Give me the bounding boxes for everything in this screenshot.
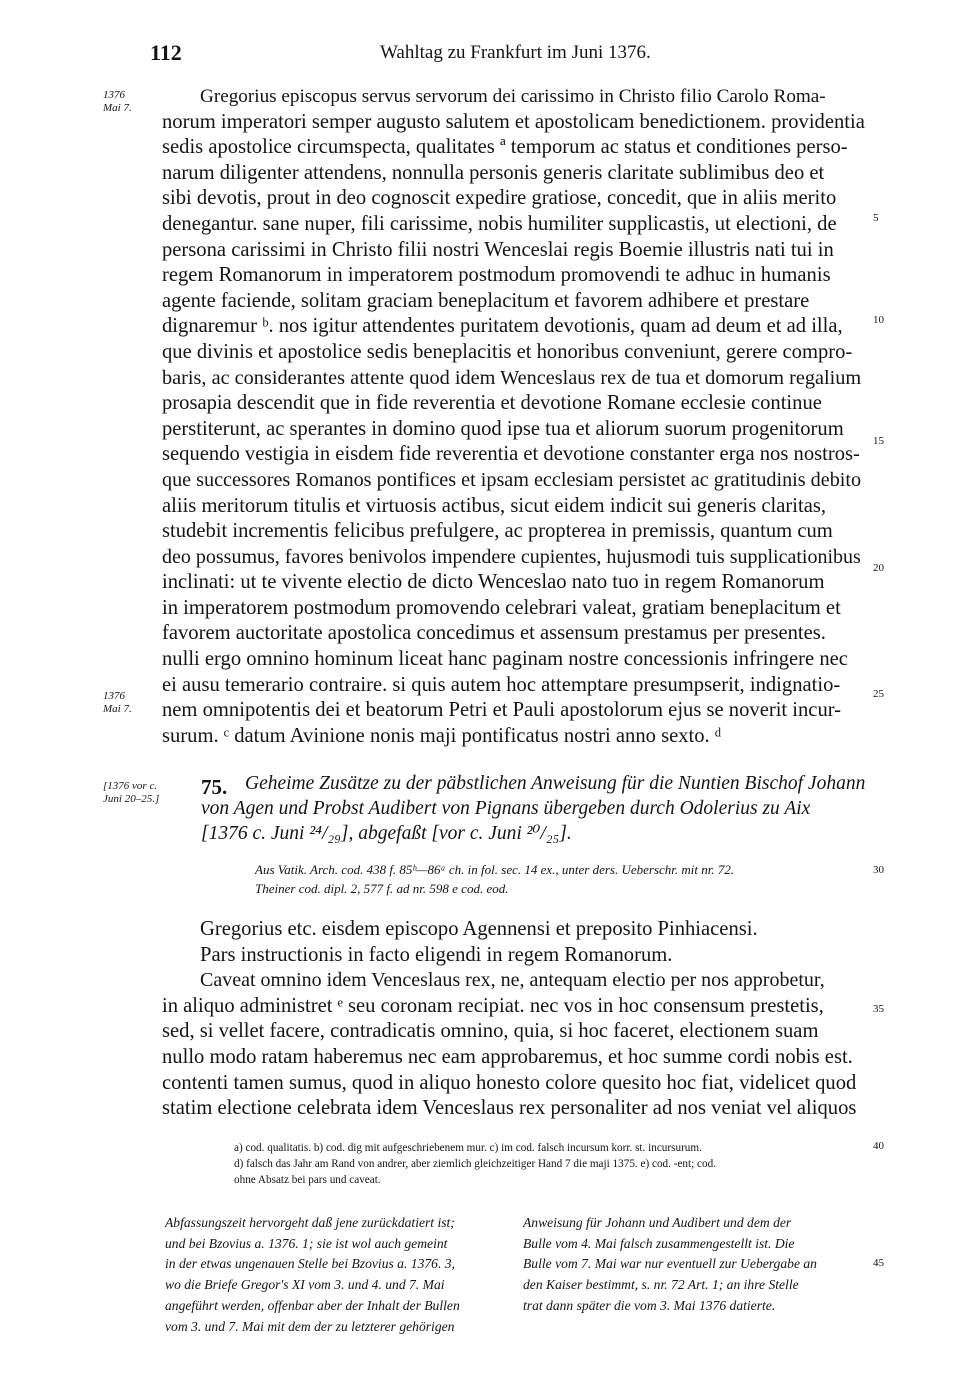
text-line: nullo modo ratam haberemus nec eam approbaremus, et hoc summe cordi nobis est. (162, 1045, 853, 1068)
page-header (150, 40, 900, 70)
line-number: 40 (873, 1140, 884, 1152)
page-number: 112 (150, 40, 182, 65)
source-line: Aus Vatik. Arch. cod. 438 f. 85ᵇ—86ᵃ ch. in fol. sec. 14 ex., unter ders. Ueberschr. mit nr. 72. (255, 862, 735, 877)
text-line: aliis meritorum titulis et virtuosis actibus, sicut eidem indicit sui generis claritas, (162, 494, 827, 517)
line-number: 35 (873, 1003, 884, 1015)
line-number: 25 (873, 688, 884, 700)
text-line: in aliquo administret ᵉ seu coronam recipiat. nec vos in hoc consensum prestetis, (162, 994, 824, 1017)
text-line: perstiterunt, ac sperantes in domino quod ipse tua et aliorum suorum progenitorum (162, 417, 844, 440)
margin-date-bottom (103, 690, 153, 716)
line-number: 15 (873, 435, 884, 447)
margin-day: Mai 7. (103, 102, 132, 114)
footnotes (234, 1140, 867, 1188)
text-line: deo possumus, favores benivolos impendere cupientes, hujusmodi tuis supplicationibus (162, 545, 861, 568)
text-line: regem Romanorum in imperatorem postmodum promovendi te adhuc in humanis (162, 264, 831, 287)
text-line: nem omnipotentis dei et beatorum Petri et Pauli apostolorum ejus se noverit incur- (162, 699, 842, 722)
text-line: que divinis et apostolice sedis beneplacitis et honoribus conveniunt, gerere compro- (162, 340, 853, 363)
commentary-line: Abfassungszeit hervorgeht daß jene zurückdatiert ist; (165, 1215, 455, 1230)
text-line: sequendo vestigia in eisdem fide reverentia et devotione constanter erga nos nostros- (162, 443, 860, 466)
line-number: 45 (873, 1257, 884, 1269)
margin-date-doc75: [1376 vor c. Juni 20–25.] (103, 780, 160, 805)
footnote-line: a) cod. qualitatis. b) cod. dig mit aufgeschriebenem mur. c) im cod. falsch incursum korr. st. incursurum. (234, 1142, 702, 1154)
text-line: inclinati: ut te vivente electio de dicto Wenceslao nato tuo in regem Romanorum (162, 571, 825, 594)
text-line: persona carissimi in Christo filii nostri Wenceslai regis Boemie illustris nati tui in (162, 238, 834, 261)
text-line: norum imperatori semper augusto salutem et apostolicam benedictionem. providentia (162, 110, 865, 133)
text-line: sibi devotis, prout in deo cognoscit expedire gratiose, concedit, que in aliis merito (162, 187, 837, 210)
commentary-line: und bei Bzovius a. 1376. 1; sie ist wol auch gemeint (165, 1235, 448, 1251)
text-line: ei ausu temerario contraire. si quis autem hoc attemptare presumpserit, indignatio- (162, 673, 841, 696)
margin-day: Mai 7. (103, 703, 132, 715)
text-line: baris, ac considerantes attente quod idem Wenceslaus rex de tua et domorum regalium (162, 366, 862, 389)
line-number: 5 (873, 212, 879, 224)
footnote-line: d) falsch das Jahr am Rand von andrer, aber ziemlich gleichzeitiger Hand 7 die maji 1375. e) cod. -ent; cod. (234, 1158, 716, 1170)
text-line: contenti tamen sumus, quod in aliquo honesto colore quesito hoc fiat, videlicet quod (162, 1071, 857, 1094)
line-number: 30 (873, 864, 884, 876)
text-line: in imperatorem postmodum promovendo celebrari valeat, gratiam beneplacitum et (162, 596, 841, 619)
margin-year: 1376 (103, 690, 125, 702)
text-line: sed, si vellet facere, contradicatis omnino, quia, si hoc faceret, electionem suam (162, 1020, 819, 1043)
text-line: Caveat omnino idem Venceslaus rex, ne, antequam electio per nos approbetur, (200, 969, 825, 992)
commentary-line: vom 3. und 7. Mai mit dem der zu letzterer gehörigen (165, 1318, 455, 1334)
margin-date-top (103, 89, 153, 115)
line-number: 20 (873, 562, 884, 574)
text-line: sedis apostolice circumspecta, qualitates ª temporum ac status et conditiones perso- (162, 136, 848, 159)
source-citation (255, 860, 867, 898)
commentary-line: trat dann später die vom 3. Mai 1376 datierte. (523, 1297, 776, 1313)
running-head: Wahltag zu Frankfurt im Juni 1376. (380, 42, 651, 63)
commentary-line: angeführt werden, offenbar aber der Inhalt der Bullen (165, 1297, 460, 1313)
text-line: surum. ᶜ datum Avinione nonis maji pontificatus nostri anno sexto. ᵈ (162, 724, 722, 747)
commentary-line: wo die Briefe Gregor's XI vom 3. und 4. und 7. Mai (165, 1277, 445, 1293)
text-line: favorem auctoritate apostolica concedimus et assensum prestamus per presentes. (162, 622, 826, 645)
commentary-line: Bulle vom 4. Mai falsch zusammengestellt ist. Die (523, 1235, 795, 1251)
text-line: prosapia descendit que in fide reverentia et devotione Romane ecclesie continue (162, 392, 822, 415)
commentary-line: in der etwas ungenauen Stelle bei Bzovius a. 1376. 3, (165, 1256, 455, 1272)
footnote-line: ohne Absatz bei pars und caveat. (234, 1174, 381, 1186)
margin-year: 1376 (103, 89, 125, 101)
title-line: von Agen und Probst Audibert von Pignans übergeben durch Odolerius zu Aix (201, 798, 811, 819)
document-75-body (162, 917, 865, 1122)
text-line: Pars instructionis in facto eligendi in regem Romanorum. (200, 943, 673, 966)
text-line: nulli ergo omnino hominum liceat hanc paginam nostre concessionis infringere nec (162, 648, 848, 671)
document-number: 75. (201, 775, 228, 799)
text-line: dignaremur ᵇ. nos igitur attendentes puritatem devotionis, quam ad deum et ad illa, (162, 315, 843, 338)
line-number: 10 (873, 314, 884, 326)
commentary-line: Anweisung für Johann und Audibert und dem der (523, 1215, 792, 1230)
commentary-left-column (165, 1213, 510, 1337)
title-line: Geheime Zusätze zu der päbstlichen Anweisung für die Nuntien Bischof Johann (245, 773, 866, 794)
document-74-body (162, 84, 865, 749)
text-line: statim electione celebrata idem Venceslaus rex personaliter ad nos veniat vel aliquos (162, 1097, 857, 1120)
text-line: studebit incrementis felicibus prefulgere, ac propterea in premissis, quantum cum (162, 520, 833, 543)
source-line: Theiner cod. dipl. 2, 577 f. ad nr. 598 e cod. eod. (255, 881, 509, 896)
text-line: Gregorius etc. eisdem episcopo Agennensi et preposito Pinhiacensi. (200, 918, 758, 940)
commentary-line: den Kaiser bestimmt, s. nr. 72 Art. 1; an ihre Stelle (523, 1277, 799, 1293)
commentary-line: Bulle vom 7. Mai war nur eventuell zur Uebergabe an (523, 1256, 817, 1272)
text-line: Gregorius episcopus servus servorum dei carissimo in Christo filio Carolo Roma- (200, 86, 826, 107)
title-line: [1376 c. Juni ²⁴/₂₉], abgefaßt [vor c. Juni ²⁰/₂₅]. (201, 823, 572, 844)
commentary-right-column (523, 1213, 868, 1317)
text-line: denegantur. sane nuper, fili carissime, nobis humiliter supplicastis, ut electioni, de (162, 212, 837, 235)
text-line: narum diligenter attendens, nonnulla personis generis claritate sublimibus deo et (162, 161, 825, 184)
text-line: que successores Romanos pontifices et ipsam ecclesiam persistet ac gratitudinis debito (162, 468, 862, 491)
text-line: agente faciende, solitam graciam beneplacitum et favorem adhibere et prestare (162, 289, 810, 312)
